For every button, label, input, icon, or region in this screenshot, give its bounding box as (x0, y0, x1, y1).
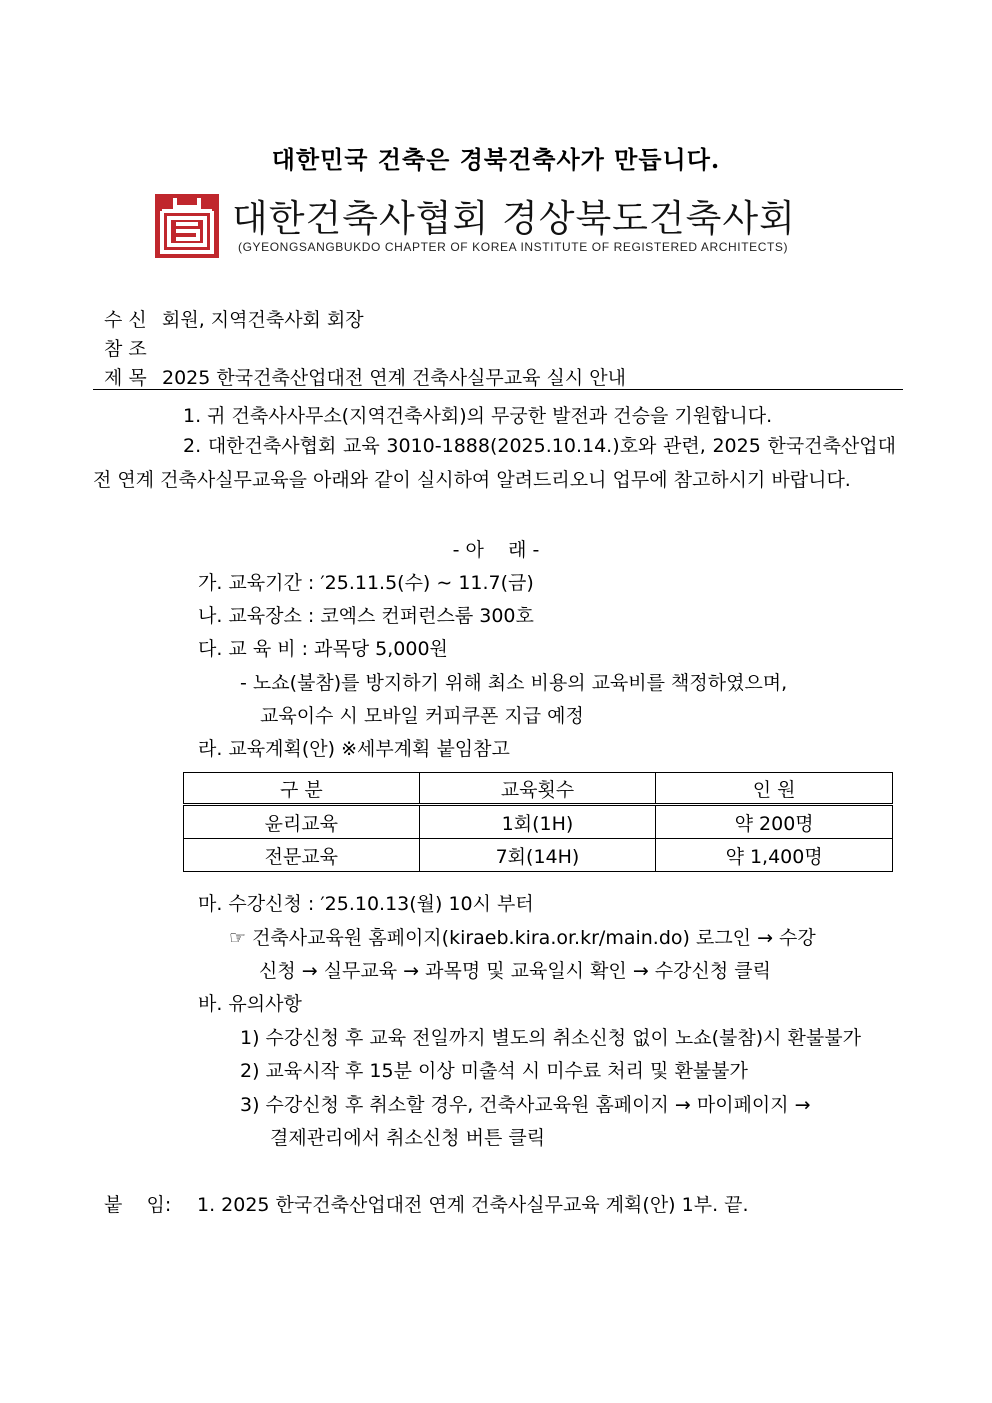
table-cell: 전문교육 (184, 839, 420, 872)
table-cell: 1회(1H) (419, 805, 656, 839)
table-cell: 7회(14H) (419, 839, 656, 872)
item-ma-note-1: ☞ 건축사교육원 홈페이지(kiraeb.kira.or.kr/main.do) 로그인 → 수강 (229, 927, 816, 949)
slogan: 대한민국 건축은 경북건축사가 만듭니다. (271, 145, 721, 174)
paragraph-1: 1. 귀 건축사사무소(지역건축사회)의 무궁한 발전과 건승을 기원합니다. (183, 405, 773, 427)
table-row (184, 805, 893, 839)
organization-name: 대한건축사협회 경상북도건축사회 (232, 197, 796, 240)
recipient-line (104, 305, 364, 332)
item-ba: 바. 유의사항 (198, 993, 302, 1015)
recipient-value: 회원, 지역건축사회 회장 (162, 309, 364, 331)
table-cell: 윤리교육 (184, 805, 420, 839)
table-cell: 약 200명 (656, 805, 893, 839)
subject-label: 제 목 (104, 367, 147, 389)
attachment-label: 붙 임: (104, 1194, 172, 1216)
subject-line (104, 363, 626, 390)
paragraph-2-text: 2. 대한건축사협회 교육 3010-1888(2025.10.14.)호와 관련, 2025 한국건축산업대전 연계 건축사실무교육을 아래와 같이 실시하여 알려드리오니 업무에 참고하시기 바랍니다. (93, 435, 896, 491)
table-header-cell: 인 원 (656, 773, 893, 805)
education-plan-table (183, 772, 893, 872)
recipient-label: 수 신 (104, 309, 147, 331)
table-header-cell: 구 분 (184, 773, 420, 805)
paragraph-2 (93, 430, 896, 497)
subject-value: 2025 한국건축산업대전 연계 건축사실무교육 실시 안내 (162, 367, 626, 389)
table-row (184, 839, 893, 872)
header-divider (93, 389, 903, 390)
item-ba-2: 2) 교육시작 후 15분 이상 미출석 시 미수료 처리 및 환불불가 (240, 1060, 748, 1082)
item-ga: 가. 교육기간 : ′25.11.5(수) ∼ 11.7(금) (198, 572, 534, 594)
item-ma-note-2: 신청 → 실무교육 → 과목명 및 교육일시 확인 → 수강신청 클릭 (259, 960, 771, 982)
reference-label: 참 조 (104, 338, 147, 360)
below-heading: - 아 래 - (452, 539, 540, 561)
reference-line (104, 334, 162, 361)
organization-name-english: (GYEONGSANGBUKDO CHAPTER OF KOREA INSTITUTE OF REGISTERED ARCHITECTS) (238, 240, 789, 254)
table-cell: 약 1,400명 (656, 839, 893, 872)
association-logo-icon (155, 194, 219, 258)
item-da-note-1: - 노쇼(불참)를 방지하기 위해 최소 비용의 교육비를 책정하였으며, (240, 672, 788, 694)
item-da: 다. 교 육 비 : 과목당 5,000원 (198, 638, 448, 660)
attachment-value: 1. 2025 한국건축산업대전 연계 건축사실무교육 계획(안) 1부. 끝. (197, 1194, 749, 1216)
item-ba-3a: 3) 수강신청 후 취소할 경우, 건축사교육원 홈페이지 → 마이페이지 → (240, 1094, 811, 1116)
item-ra: 라. 교육계획(안) ※세부계획 붙임참고 (198, 738, 510, 760)
item-na: 나. 교육장소 : 코엑스 컨퍼런스룸 300호 (198, 605, 534, 627)
item-ma: 마. 수강신청 : ′25.10.13(월) 10시 부터 (198, 893, 534, 915)
table-header-row (184, 773, 893, 805)
item-da-note-2: 교육이수 시 모바일 커피쿠폰 지급 예정 (260, 705, 584, 727)
table-header-cell: 교육횟수 (419, 773, 656, 805)
item-ba-1: 1) 수강신청 후 교육 전일까지 별도의 취소신청 없이 노쇼(불참)시 환불불가 (240, 1027, 861, 1049)
item-ba-3b: 결제관리에서 취소신청 버튼 클릭 (270, 1127, 546, 1149)
